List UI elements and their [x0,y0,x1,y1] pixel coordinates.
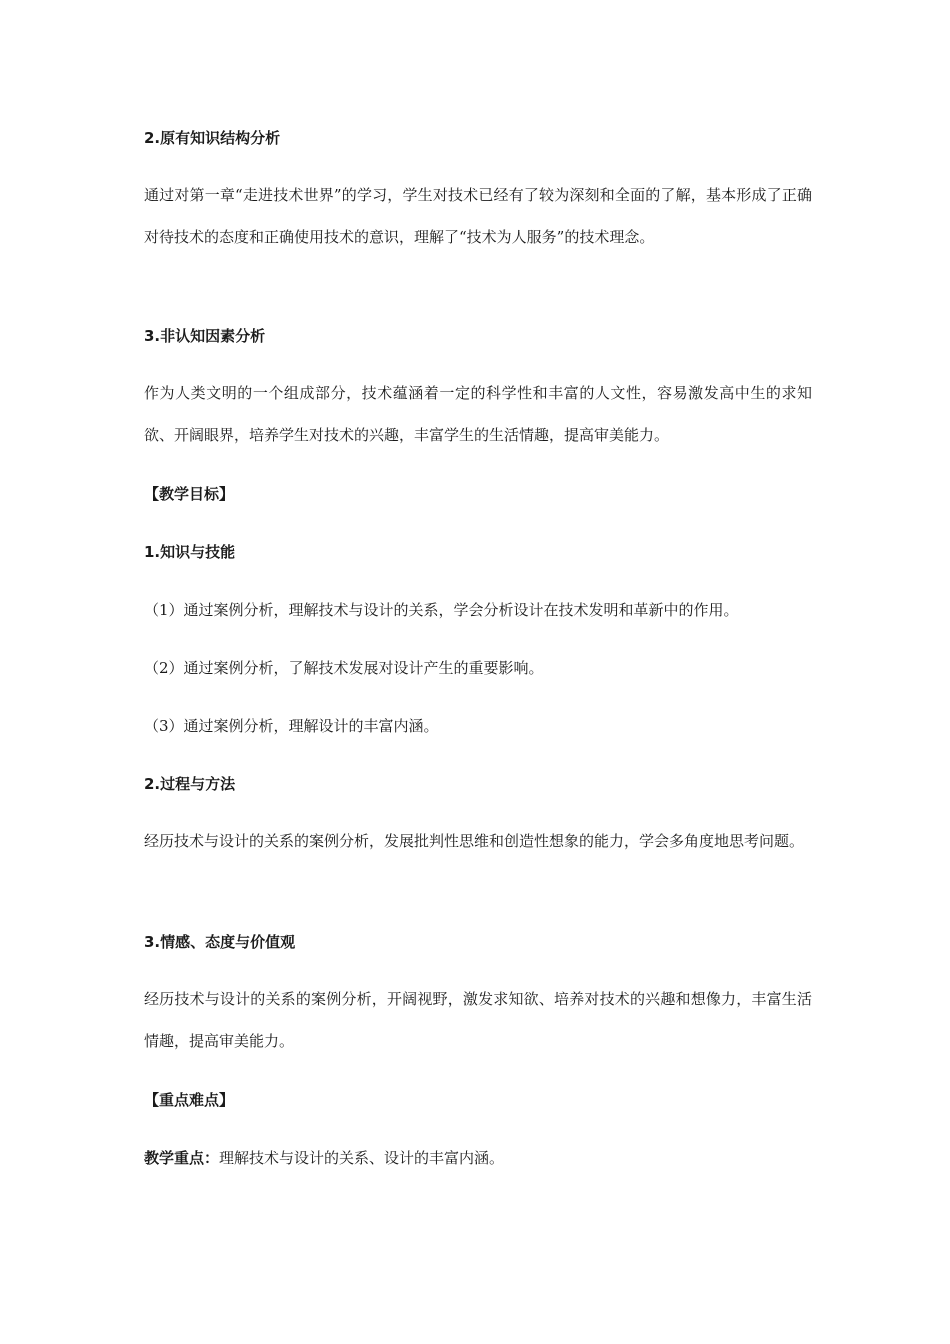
list-item-goal-1: （1）通过案例分析，理解技术与设计的关系，学会分析设计在技术发明和革新中的作用。 [144,601,739,619]
paragraph-process-methods: 经历技术与设计的关系的案例分析，发展批判性思维和创造性想象的能力，学会多角度地思考问题。 [144,832,805,850]
paragraph-teaching-focus [144,1148,812,1168]
teaching-focus-text: 理解技术与设计的关系、设计的丰富内涵。 [219,1149,505,1167]
section-heading-non-cognitive: 3.非认知因素分析 [144,327,266,345]
subheading-knowledge-skills: 1.知识与技能 [144,543,236,561]
subheading-emotion-values: 3.情感、态度与价值观 [144,933,296,951]
paragraph-knowledge-structure: 通过对第一章“走进技术世界”的学习，学生对技术已经有了较为深刻和全面的了解，基本形成了正确对待技术的态度和正确使用技术的意识，理解了“技术为人服务”的技术理念。 [144,186,812,246]
list-item-goal-2: （2）通过案例分析，了解技术发展对设计产生的重要影响。 [144,659,544,677]
section-heading-knowledge-structure: 2.原有知识结构分析 [144,129,281,147]
section-heading-key-points: 【重点难点】 [144,1091,235,1109]
paragraph-non-cognitive: 作为人类文明的一个组成部分，技术蕴涵着一定的科学性和丰富的人文性，容易激发高中生的求知欲、开阔眼界，培养学生对技术的兴趣，丰富学生的生活情趣，提高审美能力。 [144,384,812,444]
list-item-goal-3: （3）通过案例分析，理解设计的丰富内涵。 [144,717,439,735]
section-heading-teaching-goals: 【教学目标】 [144,485,235,503]
subheading-process-methods: 2.过程与方法 [144,775,236,793]
paragraph-emotion-values: 经历技术与设计的关系的案例分析，开阔视野，激发求知欲、培养对技术的兴趣和想像力，丰富生活情趣，提高审美能力。 [144,990,812,1050]
teaching-focus-label: 教学重点： [144,1149,220,1167]
